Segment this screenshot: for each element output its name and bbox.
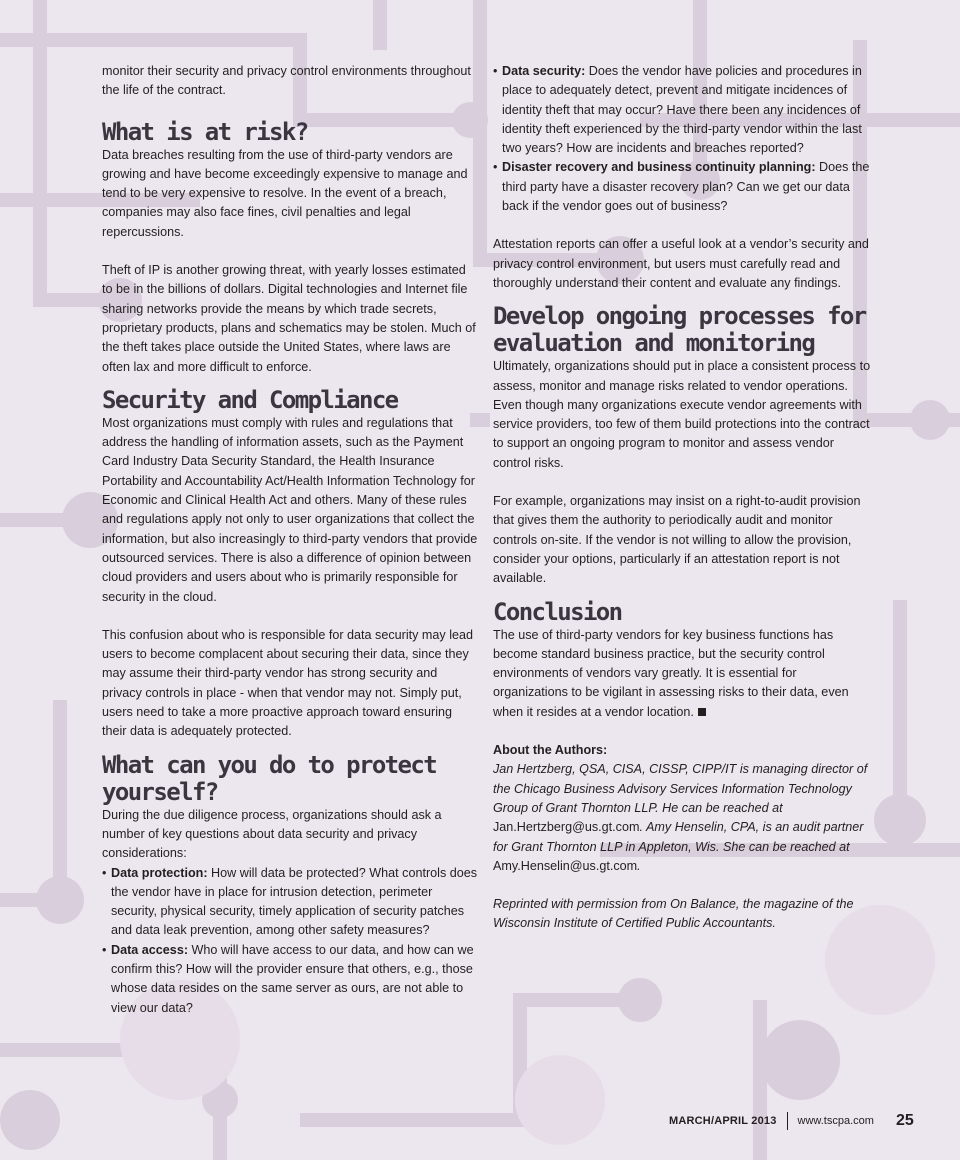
bullet-label: Data protection: [111,865,208,880]
develop-paragraph-2: For example, organizations may insist on a right-to-audit provision that gives them the authority to periodically audit and monitor controls on-site. If the vendor is not willing to allow the provision, consider your options, particularly if an attestation report is not available. [493,494,861,586]
left-column [102,62,478,1018]
bullet-text: How will data be protected? What controls does the vendor have in place for intrusion detection, perimeter security, physical security, timely application of security patches and data leak prevention, among other safety measures? [111,865,478,938]
conclusion-text: The use of third-party vendors for key business functions has become standard business practice, but the security control environments of vendors vary greatly. It is essential for organizations to be vigilant in assessing risks to their data, even when it resides at a vendor location. [493,627,849,719]
bullet-label: Data access: [111,942,189,957]
bullet-label: Disaster recovery and business continuity planning: [502,160,816,175]
authors-bio [493,760,873,876]
heading-protect-yourself: What can you do to protect yourself? [102,750,437,806]
site-url-link[interactable]: www.tscpa.com [797,1115,874,1127]
bullet-text: Does the vendor have policies and procedures in place to adequately detect, prevent and mitigate incidences of identity theft that may occur? Have there been any incidences of identity theft experienced by the third-party vendor within the last two years? How are incidents and breaches reported? [502,64,862,156]
author-bio-text: . Amy Henselin, CPA, is an audit partner for Grant Thornton LLP in Appleton, Wis. She can be reached at [493,820,864,854]
footer-divider [787,1112,788,1130]
heading-what-is-at-risk: What is at risk? [102,117,308,146]
attestation-paragraph: Attestation reports can offer a useful look at a vendor’s security and privacy control environment, but users must carefully read and thoroughly understand their content and evaluate any findings. [493,237,869,290]
intro-paragraph: monitor their security and privacy control environments throughout the life of the contract. [102,64,471,98]
bullet-text: Does the third party have a disaster recovery plan? Can we get our data back if the vendor goes out of business? [502,160,870,214]
heading-develop-processes: Develop ongoing processes for evaluation and monitoring [493,302,866,358]
author-bio-text: . [637,858,641,873]
right-column [493,62,873,934]
reprint-note: Reprinted with permission from On Balance, the magazine of the Wisconsin Institute of Certified Public Accountants. [493,897,854,931]
bullet-label: Data security: [502,64,586,78]
conclusion-paragraph [493,626,873,722]
compliance-paragraph-2: This confusion about who is responsible for data security may lead users to become complacent about securing their data, since they may assume their third-party vendor has strong security and privacy controls in place - when that vendor may not. Simply put, users need to take a more proactive approach toward ensuring their data is adequately protected. [102,627,474,739]
authors-heading [493,741,873,760]
develop-paragraph-1: Ultimately, organizations should put in place a consistent process to assess, monitor and manage risks related to vendor operations. Even though many organizations execute vendor agreements with service providers, too few of them build protections into the contract to support an ongoing program to monitor and assess vendor control risks. [493,359,871,470]
list-item [493,62,873,158]
questions-list-right [493,62,873,216]
risk-paragraph-2: Theft of IP is another growing threat, with yearly losses estimated to be in the billions of dollars. Digital technologies and Internet file sharing networks provide the means by which trade secrets, proprietary products, plans and schematics may be stolen. Much of the theft takes place outside the United States, where laws are often lax and more difficult to enforce. [102,263,476,374]
page-number: 25 [895,1112,914,1129]
list-item [493,158,873,216]
heading-security-compliance: Security and Compliance [102,385,398,414]
author-email-link[interactable]: Jan.Hertzberg@us.gt.com [493,820,640,835]
risk-paragraph-1: Data breaches resulting from the use of third-party vendors are growing and have become exceedingly expensive to manage and tend to be very expensive to resolve. In the event of a breach, companies may also face fines, civil penalties and legal repercussions. [102,147,468,239]
heading-conclusion: Conclusion [493,597,622,626]
bullet-text: Who will have access to our data, and how can we confirm this? How will the provider ensure that others, e.g., those whose data resides on the same server as ours, are not able to view our data? [111,942,474,1015]
compliance-paragraph-1: Most organizations must comply with rules and regulations that address the handling of information assets, such as the Payment Card Industry Data Security Standard, the Health Insurance Portability and Accountability Act/Health Information Technology for Economic and Clinical Health Act and others. Many of these rules and regulations apply not only to user organizations that collect the information, but also increasingly to third-party vendors that provide outsourced services. There is also a difference of opinion between cloud providers and users about who is primarily responsible for security in the cloud. [102,415,478,604]
protect-paragraph: During the due diligence process, organizations should ask a number of key questions about data security and privacy considerations: [102,807,442,861]
page-footer [669,1112,914,1130]
questions-list-left [102,864,478,1018]
issue-date: MARCH/APRIL 2013 [669,1115,777,1127]
list-item [102,941,478,1018]
list-item [102,864,478,941]
author-bio-text: Jan Hertzberg, QSA, CISA, CISSP, CIPP/IT is managing director of the Chicago Business Advisory Services Information Technology Group of Grant Thornton LLP. He can be reached at [493,762,868,815]
authors-heading-text: About the Authors: [493,743,608,758]
end-mark-icon [698,708,706,716]
author-email-link[interactable]: Amy.Henselin@us.gt.com [493,858,638,873]
